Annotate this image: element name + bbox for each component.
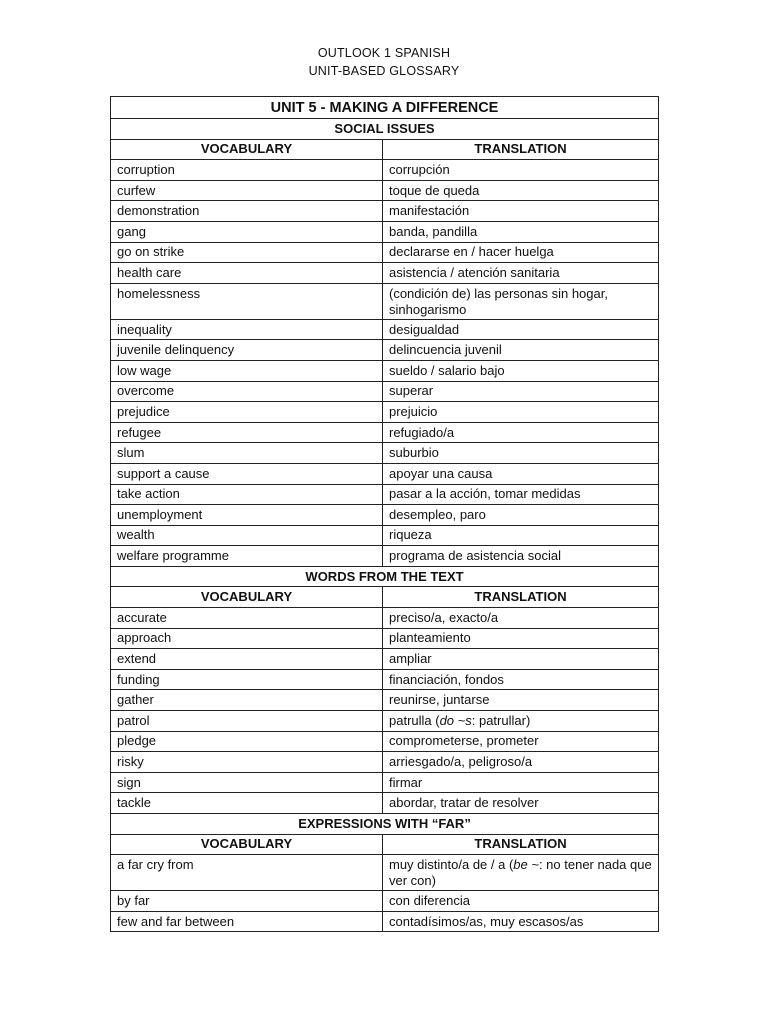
table-row xyxy=(111,422,659,443)
table-row xyxy=(111,221,659,242)
vocab-cell: overcome xyxy=(111,381,383,402)
translation-cell: reunirse, juntarse xyxy=(383,690,659,711)
vocab-cell: tackle xyxy=(111,793,383,814)
translation-cell: desigualdad xyxy=(383,319,659,340)
vocab-cell: prejudice xyxy=(111,402,383,423)
vocab-cell: risky xyxy=(111,752,383,773)
translation-cell: toque de queda xyxy=(383,180,659,201)
translation-cell: pasar a la acción, tomar medidas xyxy=(383,484,659,505)
table-row xyxy=(111,628,659,649)
table-row xyxy=(111,283,659,319)
translation-cell: suburbio xyxy=(383,443,659,464)
document-header xyxy=(0,44,768,80)
header-subtitle: UNIT-BASED GLOSSARY xyxy=(308,64,460,78)
table-row xyxy=(111,911,659,932)
vocab-cell: corruption xyxy=(111,160,383,181)
translation-cell: con diferencia xyxy=(383,891,659,912)
table-row xyxy=(111,752,659,773)
column-header-vocabulary: VOCABULARY xyxy=(111,587,383,608)
table-row xyxy=(111,402,659,423)
table-row xyxy=(111,484,659,505)
translation-cell: apoyar una causa xyxy=(383,463,659,484)
translation-cell: abordar, tratar de resolver xyxy=(383,793,659,814)
vocab-cell: take action xyxy=(111,484,383,505)
table-row xyxy=(111,160,659,181)
translation-cell: banda, pandilla xyxy=(383,221,659,242)
vocab-cell: refugee xyxy=(111,422,383,443)
translation-cell: delincuencia juvenil xyxy=(383,340,659,361)
table-row xyxy=(111,360,659,381)
vocab-cell: juvenile delinquency xyxy=(111,340,383,361)
vocab-cell: curfew xyxy=(111,180,383,201)
vocab-cell: few and far between xyxy=(111,911,383,932)
table-row xyxy=(111,855,659,891)
table-row xyxy=(111,608,659,629)
section-title: WORDS FROM THE TEXT xyxy=(111,566,659,587)
column-header-vocabulary: VOCABULARY xyxy=(111,139,383,160)
translation-cell: (condición de) las personas sin hogar, sinhogarismo xyxy=(383,283,659,319)
translation-cell: firmar xyxy=(383,772,659,793)
table-row xyxy=(111,463,659,484)
header-title: OUTLOOK 1 SPANISH xyxy=(317,46,451,60)
table-row xyxy=(111,505,659,526)
translation-cell: contadísimos/as, muy escasos/as xyxy=(383,911,659,932)
translation-cell: sueldo / salario bajo xyxy=(383,360,659,381)
vocab-cell: accurate xyxy=(111,608,383,629)
translation-cell: desempleo, paro xyxy=(383,505,659,526)
vocab-cell: support a cause xyxy=(111,463,383,484)
vocab-cell: homelessness xyxy=(111,283,383,319)
translation-cell: corrupción xyxy=(383,160,659,181)
table-row xyxy=(111,263,659,284)
table-row xyxy=(111,793,659,814)
translation-cell: financiación, fondos xyxy=(383,669,659,690)
glossary-table xyxy=(110,96,659,932)
translation-cell: patrulla (do ~s: patrullar) xyxy=(383,711,659,732)
section-title: SOCIAL ISSUES xyxy=(111,119,659,140)
vocab-cell: gather xyxy=(111,690,383,711)
vocab-cell: sign xyxy=(111,772,383,793)
table-row xyxy=(111,711,659,732)
table-row xyxy=(111,690,659,711)
translation-cell: programa de asistencia social xyxy=(383,546,659,567)
table-row xyxy=(111,891,659,912)
table-row xyxy=(111,525,659,546)
vocab-cell: pledge xyxy=(111,731,383,752)
translation-cell: ampliar xyxy=(383,649,659,670)
vocab-cell: welfare programme xyxy=(111,546,383,567)
vocab-cell: slum xyxy=(111,443,383,464)
table-row xyxy=(111,649,659,670)
table-row xyxy=(111,443,659,464)
translation-cell: manifestación xyxy=(383,201,659,222)
translation-cell: riqueza xyxy=(383,525,659,546)
translation-cell: declararse en / hacer huelga xyxy=(383,242,659,263)
column-header-translation: TRANSLATION xyxy=(383,834,659,855)
translation-cell: preciso/a, exacto/a xyxy=(383,608,659,629)
table-row xyxy=(111,381,659,402)
translation-cell: prejuicio xyxy=(383,402,659,423)
vocab-cell: wealth xyxy=(111,525,383,546)
unit-title: UNIT 5 - MAKING A DIFFERENCE xyxy=(111,97,659,119)
vocab-cell: patrol xyxy=(111,711,383,732)
table-row xyxy=(111,242,659,263)
table-row xyxy=(111,669,659,690)
vocab-cell: gang xyxy=(111,221,383,242)
vocab-cell: health care xyxy=(111,263,383,284)
translation-cell: asistencia / atención sanitaria xyxy=(383,263,659,284)
vocab-cell: by far xyxy=(111,891,383,912)
vocab-cell: low wage xyxy=(111,360,383,381)
table-row xyxy=(111,340,659,361)
column-header-translation: TRANSLATION xyxy=(383,587,659,608)
table-row xyxy=(111,201,659,222)
table-row xyxy=(111,772,659,793)
column-header-vocabulary: VOCABULARY xyxy=(111,834,383,855)
vocab-cell: demonstration xyxy=(111,201,383,222)
translation-cell: planteamiento xyxy=(383,628,659,649)
vocab-cell: extend xyxy=(111,649,383,670)
table-row xyxy=(111,731,659,752)
table-row xyxy=(111,319,659,340)
translation-cell: refugiado/a xyxy=(383,422,659,443)
translation-cell: muy distinto/a de / a (be ~: no tener nada que ver con) xyxy=(383,855,659,891)
vocab-cell: go on strike xyxy=(111,242,383,263)
section-title: EXPRESSIONS WITH “FAR” xyxy=(111,814,659,835)
table-row xyxy=(111,546,659,567)
translation-cell: arriesgado/a, peligroso/a xyxy=(383,752,659,773)
vocab-cell: a far cry from xyxy=(111,855,383,891)
table-row xyxy=(111,180,659,201)
vocab-cell: funding xyxy=(111,669,383,690)
translation-cell: superar xyxy=(383,381,659,402)
vocab-cell: inequality xyxy=(111,319,383,340)
translation-cell: comprometerse, prometer xyxy=(383,731,659,752)
vocab-cell: unemployment xyxy=(111,505,383,526)
column-header-translation: TRANSLATION xyxy=(383,139,659,160)
vocab-cell: approach xyxy=(111,628,383,649)
